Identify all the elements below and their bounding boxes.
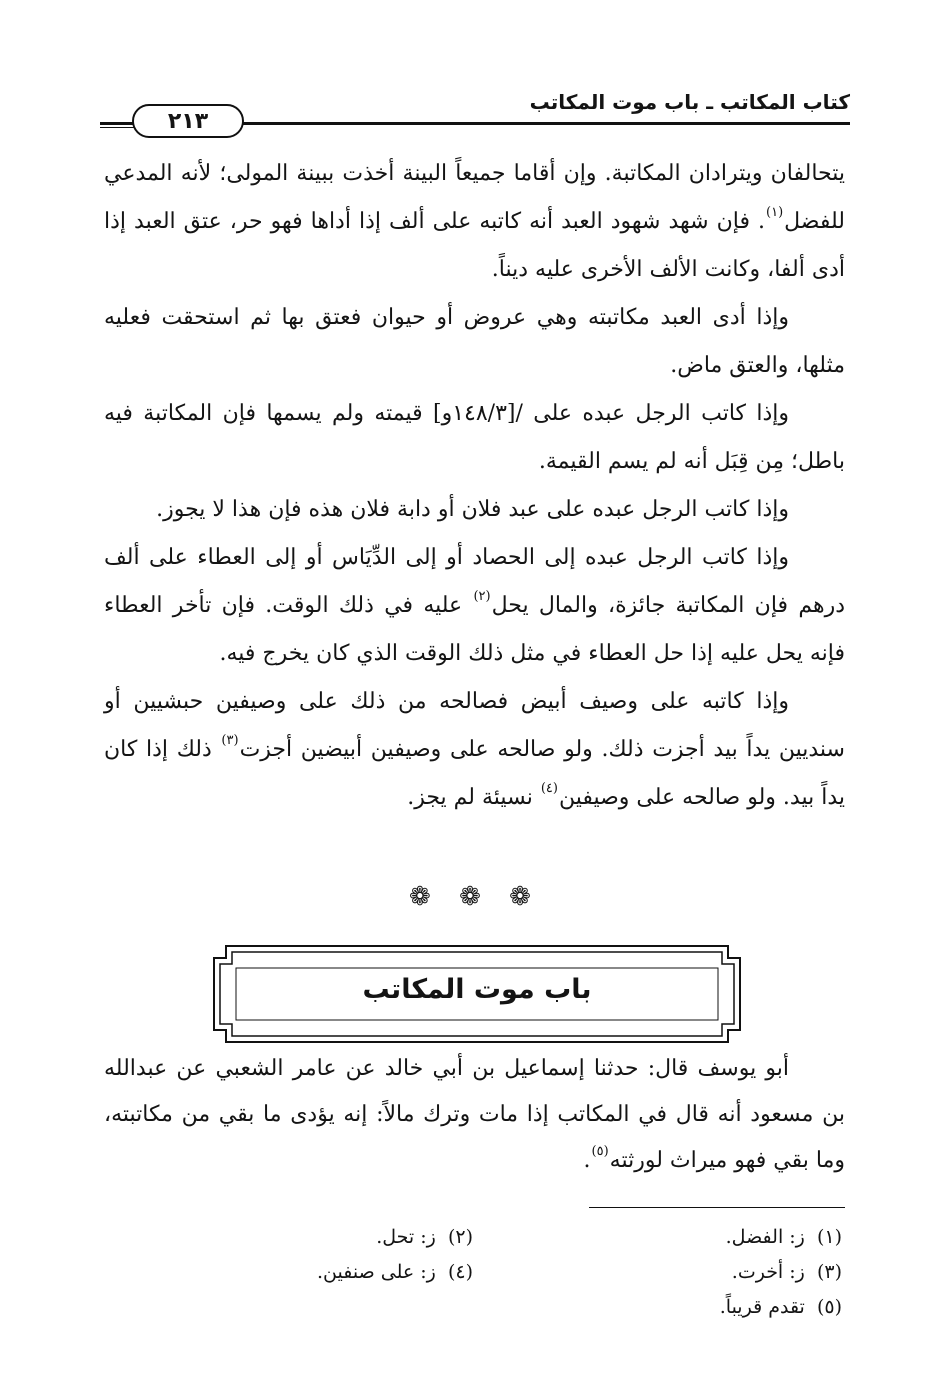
chapter-title: باب موت المكاتب xyxy=(362,974,592,1005)
footnotes xyxy=(104,1220,842,1325)
footnote-marker-5[interactable]: (٥) xyxy=(591,1144,609,1160)
chapter-heading-frame xyxy=(212,944,742,1044)
page-number: ٢١٣ xyxy=(132,104,244,138)
footnote-row xyxy=(104,1220,842,1255)
footnote-marker-4[interactable]: (٤) xyxy=(540,781,558,797)
narration-paragraph: أبو يوسف قال: حدثنا إسماعيل بن أبي خالد عن عامر الشعبي عن عبدالله بن مسعود أنه قال في المكاتب إذا مات وترك مالاً: إنه يؤدى ما بقي من مكاتبته، وما بقي فهو ميراث لورثته$^{(٥)}$. xyxy=(104,1056,845,1173)
section-separator: ❁ ❁ ❁ xyxy=(409,882,541,912)
paragraph-3: وإذا كاتب الرجل عبده على /[١٤٨/٣و] قيمته ولم يسمها فإن المكاتبة فيه باطل؛ مِن قِبَل أنه لم يسم القيمة. xyxy=(104,401,845,474)
paragraph-1: يتحالفان ويترادان المكاتبة. وإن أقاما جميعاً البينة أخذت ببينة المولى؛ لأنه المدعي للفضل$^{(١)}$. فإن شهد شهود العبد أنه كاتبه على ألف إذا أداها فهو حر، عتق العبد إذا أدى ألفا، وكانت الألف الأخرى عليه ديناً. xyxy=(104,161,845,282)
footnote-1: (١) ز: الفضل. xyxy=(725,1226,842,1248)
paragraph-2: وإذا أدى العبد مكاتبته وهي عروض أو حيوان فعتق بها ثم استحقت فعليه مثلها، والعتق ماض. xyxy=(104,305,845,378)
footnote-5: (٥) تقدم قريباً. xyxy=(719,1296,842,1318)
running-title: كتاب المكاتب ـ باب موت المكاتب xyxy=(529,90,850,114)
footnote-row xyxy=(104,1290,842,1325)
paragraph-6: وإذا كاتبه على وصيف أبيض فصالحه من ذلك على وصيفين حبشيين أو سنديين يداً بيد أجزت ذلك. ولو صالحه على وصيفين أبيضين أجزت$^{(٣)}$ ذلك إذا كان يداً بيد. ولو صالحه على وصيفين$^{(٤)}$ نسيئة لم يجز. xyxy=(104,689,845,810)
footnote-rule xyxy=(589,1207,845,1208)
footnote-marker-3[interactable]: (٣) xyxy=(221,733,239,749)
body-text xyxy=(104,150,845,822)
footnote-3: (٣) ز: أخرت. xyxy=(731,1261,842,1283)
footnote-4: (٤) ز: على صنفين. xyxy=(317,1261,473,1283)
footnote-row xyxy=(104,1255,842,1290)
narration-text xyxy=(104,1046,845,1184)
paragraph-4: وإذا كاتب الرجل عبده على عبد فلان أو دابة فلان هذه فإن هذا لا يجوز. xyxy=(156,497,789,522)
footnote-marker-1[interactable]: (١) xyxy=(766,205,784,221)
footnote-marker-2[interactable]: (٢) xyxy=(473,589,491,605)
footnote-2: (٢) ز: تحل. xyxy=(376,1226,473,1248)
paragraph-5: وإذا كاتب الرجل عبده إلى الحصاد أو إلى الدِّيَاس أو إلى العطاء على ألف درهم فإن المكاتبة جائزة، والمال يحل$^{(٢)}$ عليه في ذلك الوقت. فإن تأخر العطاء فإنه يحل عليه إذا حل العطاء في مثل ذلك الوقت الذي كان يخرج فيه. xyxy=(104,545,845,666)
